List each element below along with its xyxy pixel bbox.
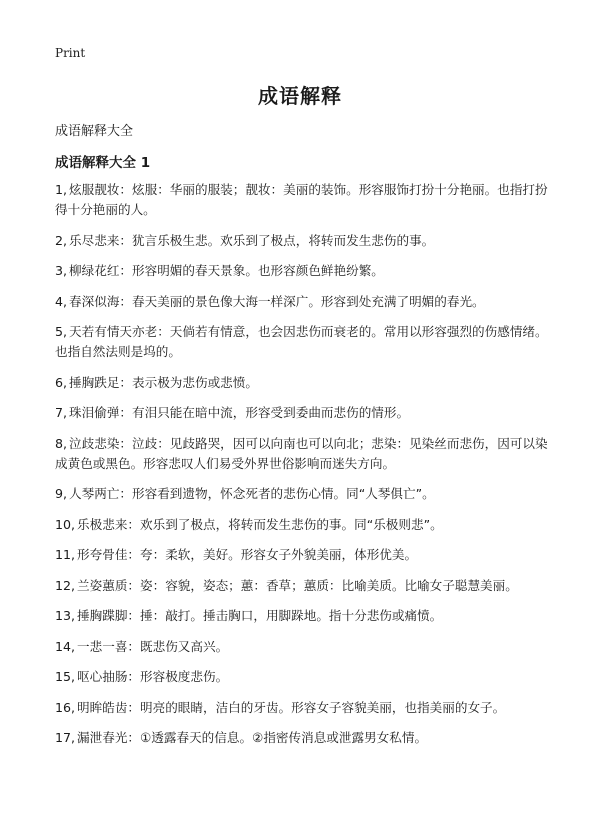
item-text: 乐极悲来：欢乐到了极点，将转而发生悲伤的事。同“乐极则悲”。 xyxy=(77,516,443,532)
page-subtitle: 成语解释大全 xyxy=(55,124,134,139)
item-text: 乐尽悲来：犹言乐极生悲。欢乐到了极点，将转而发生悲伤的事。 xyxy=(69,232,435,248)
list-item xyxy=(55,545,550,565)
list-item xyxy=(55,231,550,251)
item-text: 柳绿花红：形容明媚的春天景象。也形容颜色鲜艳纷繁。 xyxy=(69,263,384,278)
list-item xyxy=(55,667,550,687)
list-item xyxy=(55,434,550,474)
item-text: 炫服靓妆：炫服：华丽的服装；靓妆：美丽的装饰。形容服饰打扮十分艳丽。也指打扮得十分艳丽的人。 xyxy=(55,182,548,217)
item-text: 呕心抽肠：形容极度悲伤。 xyxy=(77,669,229,684)
item-number: 3, xyxy=(55,263,68,278)
list-item xyxy=(55,637,550,657)
item-number: 6, xyxy=(55,374,68,390)
item-number: 4, xyxy=(55,293,68,309)
item-number: 2, xyxy=(55,232,68,248)
item-number: 1, xyxy=(55,182,68,197)
item-number: 11, xyxy=(55,547,76,562)
item-text: 捶胸蹀脚：捶：敲打。捶击胸口，用脚跺地。指十分悲伤或痛愤。 xyxy=(77,608,443,623)
item-text: 漏泄春光：①透露春天的信息。②指密传消息或泄露男女私情。 xyxy=(77,730,428,745)
item-text: 捶胸跌足：表示极为悲伤或悲愤。 xyxy=(69,374,258,390)
list-item xyxy=(55,322,550,362)
idiom-list xyxy=(55,180,550,759)
item-text: 一悲一喜：既悲伤又高兴。 xyxy=(77,638,229,654)
list-item xyxy=(55,403,550,423)
item-number: 13, xyxy=(55,608,76,623)
list-item xyxy=(55,576,550,596)
item-text: 天若有情天亦老：天倘若有情意，也会因悲伤而衰老的。常用以形容强烈的伤感情绪。也指自然法则是坞的。 xyxy=(55,324,548,359)
item-number: 9, xyxy=(55,486,68,501)
list-item xyxy=(55,292,550,312)
item-text: 兰姿蕙质：姿：容貌，姿态；蕙：香草；蕙质：比喻美质。比喻女子聪慧美丽。 xyxy=(77,577,518,593)
item-number: 7, xyxy=(55,405,68,420)
item-number: 17, xyxy=(55,730,76,745)
item-number: 5, xyxy=(55,324,68,339)
list-item xyxy=(55,484,550,504)
list-item xyxy=(55,698,550,718)
item-number: 10, xyxy=(55,516,76,532)
list-item xyxy=(55,261,550,281)
item-text: 春深似海：春天美丽的景色像大海一样深广。形容到处充满了明媚的春光。 xyxy=(69,293,485,309)
item-number: 8, xyxy=(55,435,68,451)
list-item xyxy=(55,606,550,626)
section-heading: 成语解释大全 1 xyxy=(55,155,151,171)
item-number: 16, xyxy=(55,699,76,715)
item-number: 12, xyxy=(55,577,76,593)
item-text: 形夸骨佳：夸：柔软，美好。形容女子外貌美丽，体形优美。 xyxy=(77,547,418,562)
page-title: 成语解释 xyxy=(258,84,342,108)
print-link[interactable]: Print xyxy=(55,46,86,60)
list-item xyxy=(55,728,550,748)
list-item xyxy=(55,373,550,393)
item-number: 14, xyxy=(55,638,76,654)
item-number: 15, xyxy=(55,669,76,684)
item-text: 人琴两亡：形容看到遗物，怀念死者的悲伤心情。同“人琴俱亡”。 xyxy=(69,486,435,501)
item-text: 珠泪偷弹：有泪只能在暗中流，形容受到委曲而悲伤的情形。 xyxy=(69,405,410,420)
item-text: 泣歧悲染：泣歧：见歧路哭，因可以向南也可以向北；悲染：见染丝而悲伤，因可以染成黄色或黑色。形容悲叹人们易受外界世俗影响而迷失方向。 xyxy=(55,435,548,471)
list-item xyxy=(55,180,550,220)
item-text: 明眸皓齿：明亮的眼睛，洁白的牙齿。形容女子容貌美丽，也指美丽的女子。 xyxy=(77,699,506,715)
list-item xyxy=(55,515,550,535)
